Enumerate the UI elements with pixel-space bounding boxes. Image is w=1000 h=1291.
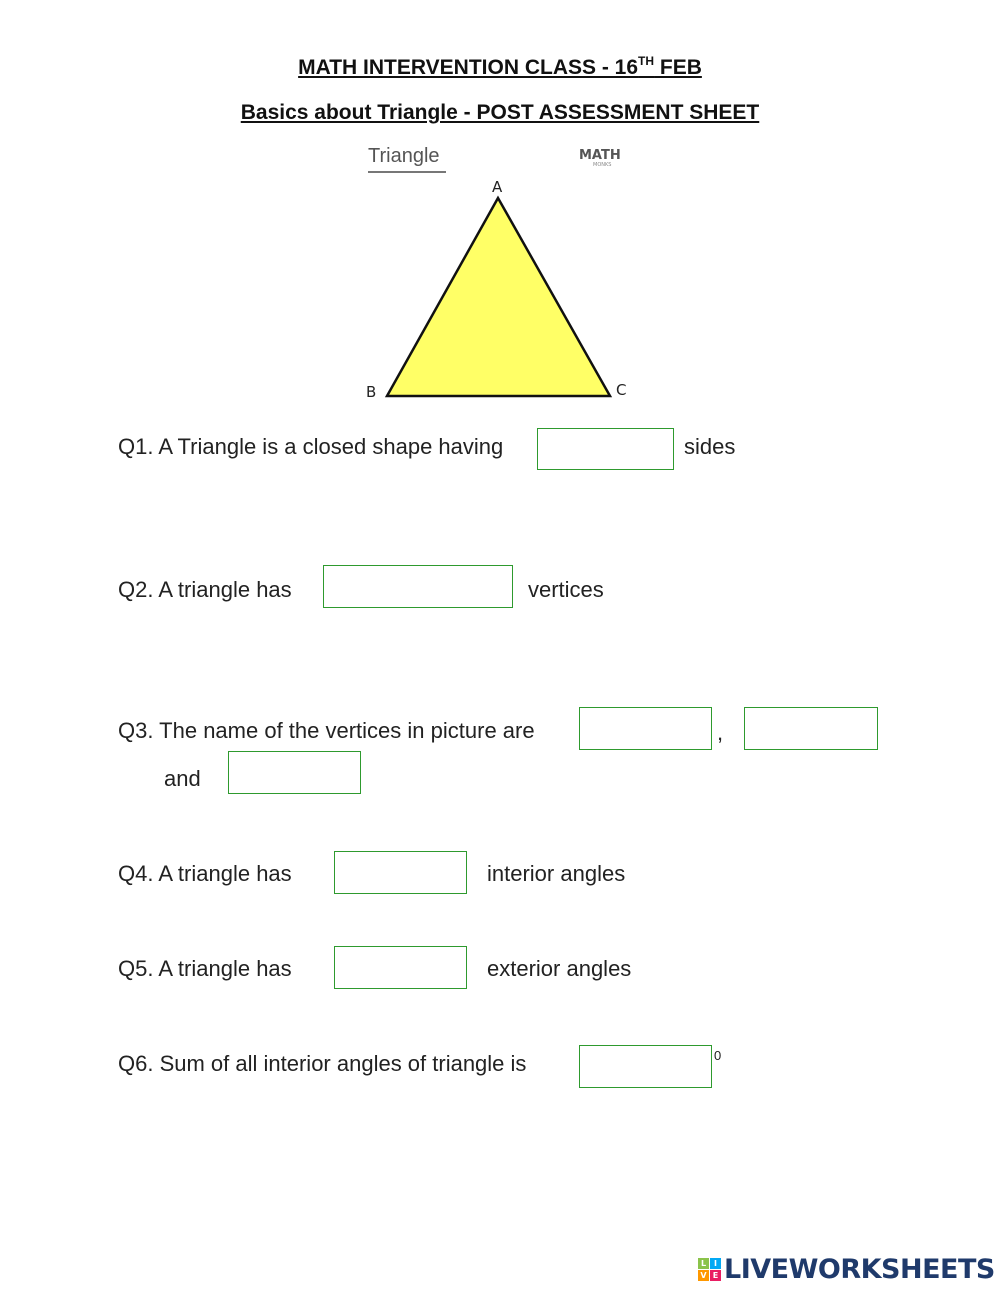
question-2-text: Q2. A triangle has — [118, 577, 292, 602]
vertex-label-b: B — [366, 383, 377, 401]
question-1-suffix: sides — [684, 434, 736, 459]
figure-caption: Triangle — [368, 145, 440, 167]
mathmonks-logo: MATH — [579, 148, 621, 163]
question-1-text: Q1. A Triangle is a closed shape having — [118, 434, 504, 459]
question-6-text: Q6. Sum of all interior angles of triangle is — [118, 1051, 527, 1076]
q3-comma: , — [717, 720, 724, 745]
triangle-shape — [387, 198, 610, 396]
triangle-figure — [360, 140, 640, 410]
q3-answer-input-2[interactable] — [744, 707, 878, 750]
question-2-suffix: vertices — [528, 577, 604, 602]
triangle-diagram — [360, 140, 640, 410]
q5-answer-input[interactable] — [334, 946, 467, 989]
title-superscript: TH — [638, 54, 655, 68]
vertex-label-a: A — [492, 178, 503, 196]
q3-answer-input-3[interactable] — [228, 751, 361, 794]
question-5-suffix: exterior angles — [487, 956, 632, 981]
liveworksheets-logo — [698, 1252, 995, 1286]
q3-answer-input-1[interactable] — [579, 707, 712, 750]
mathmonks-logo-sub: MONKS — [593, 162, 612, 168]
degree-symbol: 0 — [714, 1048, 722, 1063]
question-4-suffix: interior angles — [487, 861, 626, 886]
q6-answer-input[interactable] — [579, 1045, 712, 1088]
question-5-text: Q5. A triangle has — [118, 956, 292, 981]
worksheet-subtitle: Basics about Triangle - POST ASSESSMENT SHEET — [240, 101, 760, 124]
liveworksheets-brand-text: LIVEWORKSHEETS — [724, 1253, 995, 1285]
q4-answer-input[interactable] — [334, 851, 467, 894]
liveworksheets-logo-icon: L I V E — [698, 1258, 721, 1281]
q2-answer-input[interactable] — [323, 565, 513, 608]
question-4-text: Q4. A triangle has — [118, 861, 292, 886]
worksheet-title: MATH INTERVENTION CLASS - 16TH FEB — [298, 54, 702, 79]
question-3-text: Q3. The name of the vertices in picture are — [118, 718, 535, 743]
q3-and-label: and — [164, 766, 201, 791]
q1-answer-input[interactable] — [537, 428, 674, 470]
vertex-label-c: C — [616, 381, 627, 399]
